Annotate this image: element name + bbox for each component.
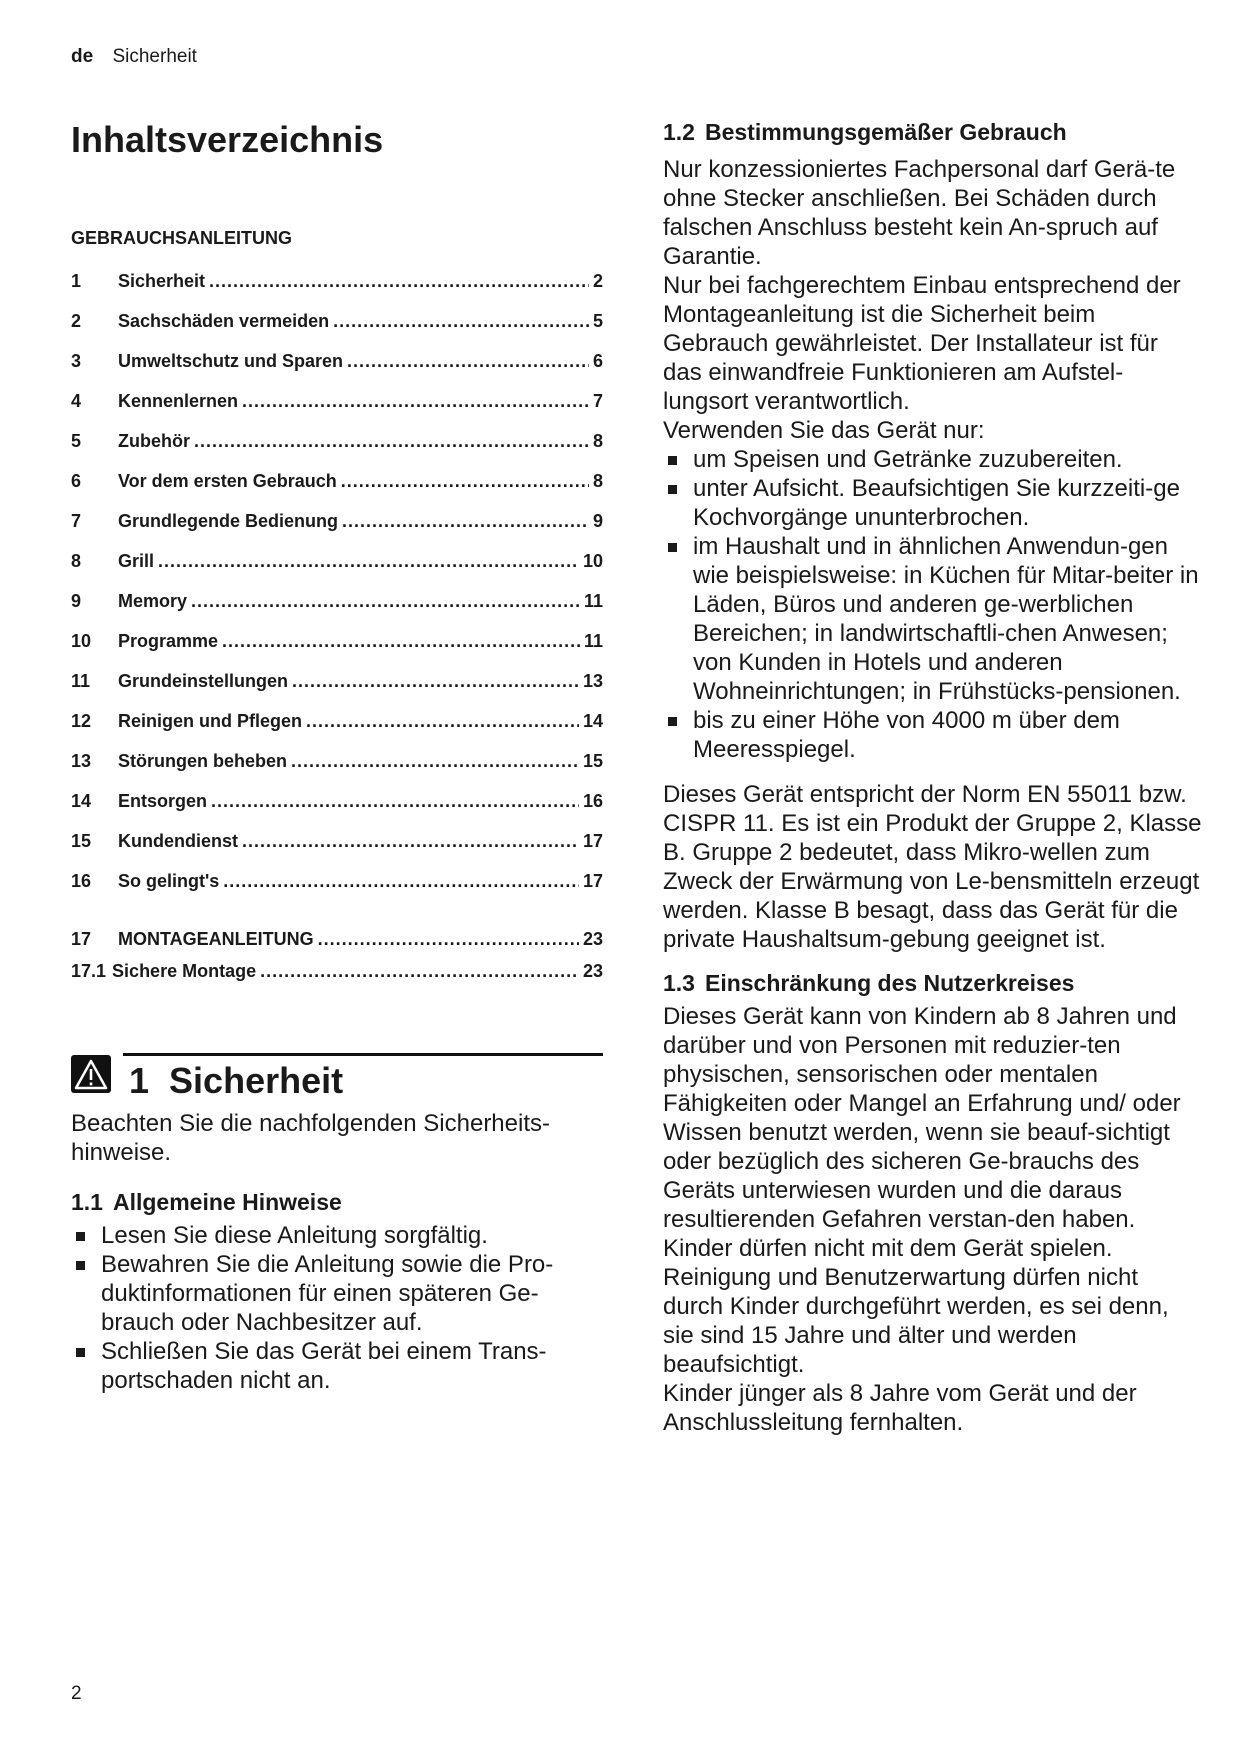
toc-entry-page: 16 [582,791,603,811]
bullet-list-usage [663,445,1203,764]
toc-entry-label: Kennenlernen [118,391,239,411]
toc-entry-page: 8 [592,431,603,451]
toc-entry-label: Sachschäden vermeiden [118,311,330,331]
section-heading-1-3 [663,968,1203,998]
toc-entry-number: 17 [71,929,92,949]
toc-entry-number: 12 [71,711,92,731]
toc-leader-dots [291,741,579,781]
bullet-list-general [71,1221,603,1395]
toc-entry[interactable] [71,341,603,381]
toc-leader-dots [342,501,589,541]
chapter-number: 1 [129,1060,150,1101]
page-number: 2 [71,1683,82,1704]
section-title: Bestimmungsgemäßer Gebrauch [704,119,1067,145]
toc-title: Inhaltsverzeichnis [71,119,384,160]
toc-entry-number: 14 [71,791,92,811]
toc-entry[interactable] [71,581,603,621]
toc-entry-number: 16 [71,871,92,891]
toc-entry[interactable] [71,421,603,461]
chapter-heading [71,1053,603,1105]
language-code: de [71,46,94,67]
paragraph: Nur bei fachgerechtem Einbau entsprechend der Montageanleitung ist die Sicherheit beim Gebrauch gewährleistet. Der Installateur ist für das einwandfreie Funktionieren am Aufstel-lungsort verantwortlich. [663,272,1181,415]
toc-entry-label: Programme [118,631,219,651]
toc-leader-dots [341,461,589,501]
toc-leader-dots [194,421,589,461]
toc-entry[interactable] [71,301,603,341]
toc-entry-page: 11 [583,591,603,611]
toc-section-heading: GEBRAUCHSANLEITUNG [71,228,293,248]
paragraph: Kinder dürfen nicht mit dem Gerät spielen. [663,1235,1113,1262]
chapter-title-text: Sicherheit [169,1060,344,1101]
toc-entry-page: 15 [582,751,603,771]
toc-entry-label: Memory [118,591,188,611]
toc-entry[interactable] [71,621,603,661]
toc-entry[interactable] [71,741,603,781]
toc-entry-page: 5 [592,311,603,331]
page-header [71,46,197,68]
toc-entry-label: Reinigen und Pflegen [118,711,303,731]
toc-entry-label: Grundlegende Bedienung [118,511,339,531]
toc-entry[interactable] [71,661,603,701]
toc-entry-label: Vor dem ersten Gebrauch [118,471,337,491]
toc-entry[interactable] [71,821,603,861]
toc-entry[interactable] [71,781,603,821]
paragraph: Nur konzessioniertes Fachpersonal darf Gerä-te ohne Stecker anschließen. Bei Schäden durch falschen Anschluss besteht kein An-spruch auf Garantie. [663,156,1176,270]
paragraph: Verwenden Sie das Gerät nur: [663,417,985,444]
toc-leader-dots [242,381,589,421]
warning-icon [71,1055,111,1093]
toc-entry[interactable] [71,701,603,741]
toc-entry-label: Sichere Montage [112,961,257,981]
toc-leader-dots [318,923,579,955]
paragraph: Dieses Gerät kann von Kindern ab 8 Jahren und darüber und von Personen mit reduzier-ten physischen, sensorischen oder mentalen Fähigkeiten oder Mangel an Erfahrung und/ oder Wissen benutzt werden, wenn sie beauf-sichtigt oder bezüglich des sicheren Ge-brauchs des Geräts unterwiesen wurden und die daraus resultierenden Gefahren verstan-den haben. [663,1003,1181,1233]
list-item: Bewahren Sie die Anleitung sowie die Pro-duktinformationen für einen späteren Ge-brauch oder Nachbesitzer auf. [71,1250,603,1337]
paragraph: Reinigung und Benutzerwartung dürfen nicht durch Kinder durchgeführt werden, es sei denn, sie sind 15 Jahre und älter und werden beaufsichtigt. [663,1264,1169,1378]
toc-entry-number: 9 [71,591,82,611]
toc-leader-dots [306,701,579,741]
toc-entry-page: 17 [582,871,603,891]
list-item: Schließen Sie das Gerät bei einem Trans-portschaden nicht an. [71,1337,603,1395]
toc-leader-dots [158,541,579,581]
section-heading-1-1 [71,1187,603,1217]
toc-entry-number: 2 [71,311,82,331]
toc-entry-label: Störungen beheben [118,751,288,771]
toc-leader-dots [211,781,579,821]
list-item: bis zu einer Höhe von 4000 m über dem Meeresspiegel. [663,706,1203,764]
toc-entry-page: 8 [592,471,603,491]
toc-entry-page: 23 [582,961,603,981]
toc-entry-page: 13 [582,671,603,691]
toc-entry-page: 10 [582,551,603,571]
chapter-rule [123,1053,603,1056]
list-item: Lesen Sie diese Anleitung sorgfältig. [71,1221,603,1250]
section-number: 1.1 [71,1189,103,1215]
toc-entry-label: Sicherheit [118,271,206,291]
toc-entry[interactable] [71,501,603,541]
toc-leader-dots [191,581,580,621]
toc-entry-label: So gelingt's [118,871,220,891]
toc-entry-label: Kundendienst [118,831,238,851]
toc-entry-label: Entsorgen [118,791,208,811]
toc-entry-label: Grundeinstellungen [118,671,289,691]
section-title: Einschränkung des Nutzerkreises [704,970,1075,996]
toc-entry-number: 15 [71,831,92,851]
chapter-intro: Beachten Sie die nachfolgenden Sicherheits-hinweise. [71,1110,550,1166]
left-column [71,118,603,1395]
toc-entry-number: 13 [71,751,92,771]
toc-leader-dots [347,341,589,381]
toc-entry[interactable] [71,461,603,501]
toc-entry-label: MONTAGEANLEITUNG [118,929,314,949]
section-title: Allgemeine Hinweise [112,1189,342,1215]
section-heading-1-2 [663,117,1203,147]
toc-leader-dots [222,621,580,661]
toc-entry-label: Zubehör [118,431,190,451]
toc-entry[interactable] [71,381,603,421]
toc-entry[interactable] [71,261,603,301]
list-item: unter Aufsicht. Beaufsichtigen Sie kurzzeiti-ge Kochvorgänge ununterbrochen. [663,474,1203,532]
toc-leader-dots [333,301,589,341]
toc-entry-page: 14 [582,711,603,731]
section-number: 1.2 [663,119,695,145]
toc-leader-dots [223,861,579,901]
toc-entry-page: 2 [592,271,603,291]
running-section-title: Sicherheit [112,46,197,67]
toc-entry-number: 4 [71,391,82,411]
toc-entry-page: 9 [592,511,603,531]
section-number: 1.3 [663,970,695,996]
toc-leader-dots [260,955,579,987]
toc-entry-sichere-montage[interactable] [71,955,603,987]
toc-entry[interactable] [71,861,603,901]
toc-entry-number: 3 [71,351,82,371]
toc-entry-page: 7 [592,391,603,411]
toc-entry-page: 11 [583,631,603,651]
toc-list [71,261,603,987]
toc-entry[interactable] [71,541,603,581]
toc-entry-page: 6 [592,351,603,371]
toc-entry-label: Grill [118,551,155,571]
chapter-title [129,1059,343,1103]
toc-leader-dots [209,261,589,301]
toc-entry-label: Umweltschutz und Sparen [118,351,344,371]
toc-entry-number: 1 [71,271,82,291]
toc-entry-number: 10 [71,631,92,651]
paragraph: Dieses Gerät entspricht der Norm EN 55011 bzw. CISPR 11. Es ist ein Produkt der Gruppe 2, Klasse B. Gruppe 2 bedeutet, dass Mikro-wellen zum Zweck der Erwärmung von Le-bensmitteln erzeugt werden. Klasse B besagt, dass das Gerät für die private Haushaltsum-gebung geeignet ist. [663,781,1202,953]
right-column [663,117,1203,1437]
toc-leader-dots [292,661,579,701]
toc-entry-number: 8 [71,551,82,571]
list-item: im Haushalt und in ähnlichen Anwendun-gen wie beispielsweise: in Küchen für Mitar-beiter in Läden, Büros und anderen ge-werblichen Bereichen; in landwirtschaftli-chen Anwesen; von Kunden in Hotels und anderen Wohneinrichtungen; in Frühstücks-pensionen. [663,532,1203,706]
list-item: um Speisen und Getränke zuzubereiten. [663,445,1203,474]
toc-entry-number: 7 [71,511,82,531]
paragraph: Kinder jünger als 8 Jahre vom Gerät und der Anschlussleitung fernhalten. [663,1380,1137,1436]
toc-entry-number: 11 [71,671,91,691]
toc-entry-page: 23 [582,929,603,949]
toc-entry-page: 17 [582,831,603,851]
toc-entry-number: 6 [71,471,82,491]
toc-entry-number: 17.1 [71,961,107,981]
toc-leader-dots [242,821,579,861]
toc-entry-number: 5 [71,431,82,451]
toc-entry-montage[interactable] [71,923,603,955]
toc-spacer [71,901,603,923]
